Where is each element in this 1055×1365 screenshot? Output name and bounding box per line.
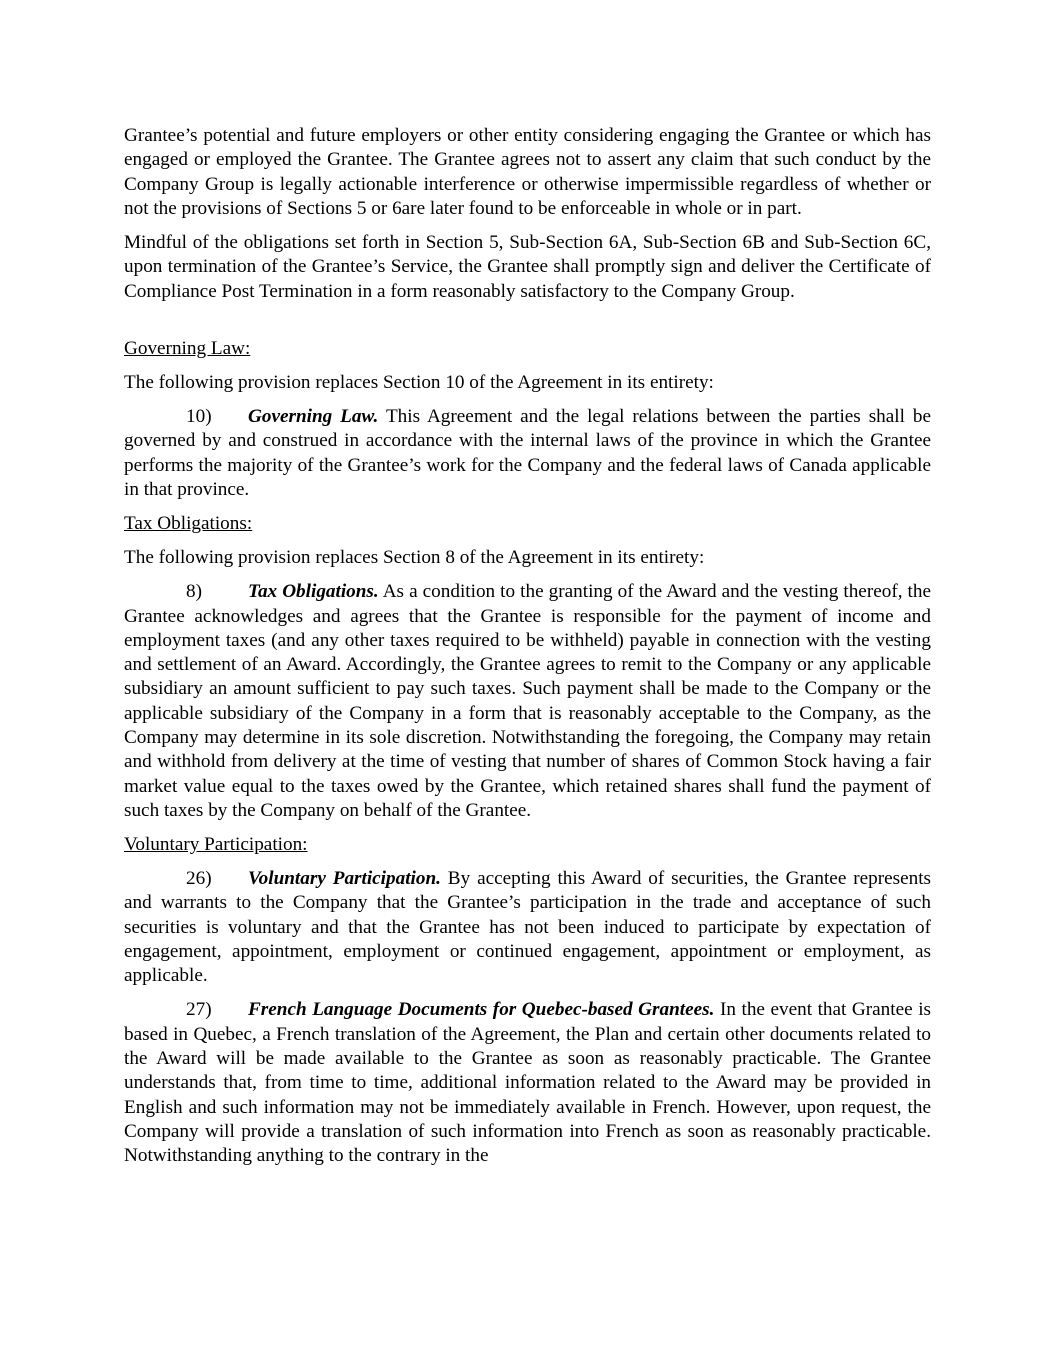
- clause-voluntary-participation: [124, 867, 931, 988]
- clause-body: This Agreement and the legal relations between the parties shall be governed by and construed in accordance with the internal laws of the province in which the Grantee performs the majority of the Grantee’s work for the Company and the federal laws of Canada applicable in that province.: [124, 406, 931, 500]
- clause-title: Governing Law.: [248, 406, 379, 428]
- clause-body: In the event that Grantee is based in Quebec, a French translation of the Agreement, the Plan and certain other documents related to the Award will be made available to the Grantee as soon as reasonably practicable. The Grantee understands that, from time to time, additional information related to the Award may be provided in English and such information may not be immediately available in French. However, upon request, the Company will provide a translation of such information into French as soon as reasonably practicable. Notwithstanding anything to the contrary in the: [124, 999, 931, 1167]
- clause-number: 10): [186, 406, 212, 428]
- heading-tax-obligations: Tax Obligations:: [124, 513, 253, 535]
- clause-number: 8): [186, 581, 202, 603]
- clause-title: French Language Documents for Quebec-based Grantees.: [248, 999, 715, 1021]
- clause-body: By accepting this Award of securities, the Grantee represents and warrants to the Company that the Grantee’s participation in the trade and acceptance of such securities is voluntary and that the Grantee has not been induced to participate by expectation of engagement, appointment, employment or continued engagement, appointment or employment, as applicable.: [124, 868, 931, 987]
- heading-governing-law: Governing Law:: [124, 337, 251, 359]
- clause-governing-law: [124, 405, 931, 502]
- document-page: [124, 124, 931, 1168]
- paragraph-compliance-certificate: Mindful of the obligations set forth in Section 5, Sub-Section 6A, Sub-Section 6B and Sub-Section 6C, upon termination of the Grantee’s Service, the Grantee shall promptly sign and deliver the Certificate of Compliance Post Termination in a form reasonably satisfactory to the Company Group.: [124, 231, 931, 302]
- intro-tax-obligations: The following provision replaces Section 8 of the Agreement in its entirety:: [124, 547, 705, 569]
- clause-tax-obligations: [124, 580, 931, 823]
- clause-body: As a condition to the granting of the Award and the vesting thereof, the Grantee acknowledges and agrees that the Grantee is responsible for the payment of income and employment taxes (and any other taxes required to be withheld) payable in connection with the vesting and settlement of an Award. Accordingly, the Grantee agrees to remit to the Company or any applicable subsidiary an amount sufficient to pay such taxes. Such payment shall be made to the Company or the applicable subsidiary of the Company in a form that is reasonably acceptable to the Company, as the Company may determine in its sole discretion. Notwithstanding the foregoing, the Company may retain and withhold from delivery at the time of vesting that number of shares of Common Stock having a fair market value equal to the taxes owed by the Grantee, which retained shares shall fund the payment of such taxes by the Company on behalf of the Grantee.: [124, 581, 931, 821]
- clause-french-language: [124, 998, 931, 1168]
- intro-governing-law: The following provision replaces Section 10 of the Agreement in its entirety:: [124, 371, 714, 393]
- clause-number: 27): [186, 999, 212, 1021]
- clause-title: Tax Obligations.: [248, 581, 379, 603]
- paragraph-non-interference: Grantee’s potential and future employers or other entity considering engaging the Grantee or which has engaged or employed the Grantee. The Grantee agrees not to assert any claim that such conduct by the Company Group is legally actionable interference or otherwise impermissible regardless of whether or not the provisions of Sections 5 or 6are later found to be enforceable in whole or in part.: [124, 125, 931, 219]
- heading-voluntary-participation: Voluntary Participation:: [124, 834, 308, 855]
- clause-number: 26): [186, 868, 212, 890]
- clause-title: Voluntary Participation.: [248, 868, 441, 890]
